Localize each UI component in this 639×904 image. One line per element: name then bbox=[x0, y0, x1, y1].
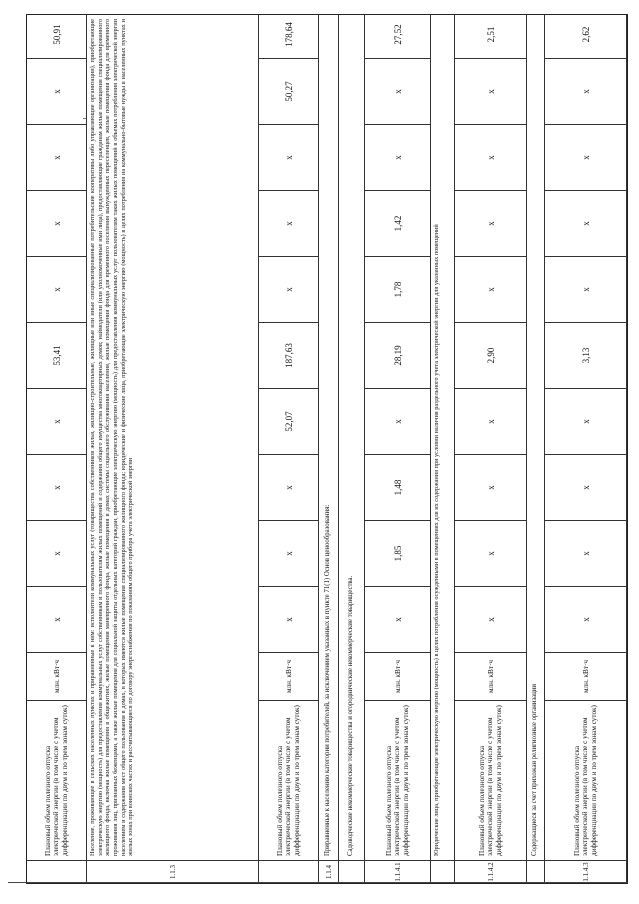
section-heading: Юридические лица, приобретающие электрическую энергию (мощность) в целях потребления осужденными в помещениях для их содержания при условии наличия раздельного учета электрической энергии для указанных помещений bbox=[431, 15, 454, 861]
not-applicable-cell bbox=[545, 125, 626, 191]
not-applicable-cell bbox=[455, 587, 526, 653]
value-cell bbox=[27, 11, 86, 59]
not-applicable-mark: х bbox=[51, 155, 62, 160]
value: 1,78 bbox=[392, 281, 403, 298]
not-applicable-mark: х bbox=[485, 485, 496, 490]
value: 1,48 bbox=[392, 479, 403, 496]
not-applicable-mark: х bbox=[51, 419, 62, 424]
row-code-cell bbox=[27, 861, 86, 883]
section-1-1-4-2-row bbox=[431, 15, 455, 883]
value-cell bbox=[365, 257, 430, 323]
not-applicable-mark: х bbox=[283, 287, 294, 292]
not-applicable-cell bbox=[259, 125, 318, 191]
scan-speck bbox=[83, 118, 86, 119]
value: 178,64 bbox=[283, 22, 294, 47]
not-applicable-cell bbox=[545, 257, 626, 323]
not-applicable-mark: х bbox=[283, 551, 294, 556]
tariff-volume-table bbox=[26, 14, 628, 884]
not-applicable-mark: х bbox=[51, 485, 62, 490]
value-cell bbox=[365, 191, 430, 257]
not-applicable-cell bbox=[545, 521, 626, 587]
value: 50,27 bbox=[283, 81, 294, 102]
not-applicable-mark: х bbox=[392, 89, 403, 94]
value-cell bbox=[545, 323, 626, 389]
value: 27,52 bbox=[392, 24, 403, 45]
row-code-cell bbox=[431, 861, 454, 883]
row-code: 1.1.4.3 bbox=[581, 862, 590, 882]
not-applicable-mark: х bbox=[580, 89, 591, 94]
not-applicable-cell bbox=[365, 125, 430, 191]
unit-cell bbox=[27, 653, 86, 701]
not-applicable-cell bbox=[455, 389, 526, 455]
not-applicable-cell bbox=[455, 521, 526, 587]
not-applicable-mark: х bbox=[485, 89, 496, 94]
not-applicable-cell bbox=[545, 455, 626, 521]
value-cell bbox=[259, 323, 318, 389]
planned-volume-label: Плановый объем полезного отпуска электрической энергии (в том числе с учетом дифференциации по двум и по трем зонам суток) bbox=[545, 701, 626, 861]
section-heading: Содержащиеся за счет прихожан религиозные организации bbox=[527, 15, 544, 861]
row-code: 1.1.3 bbox=[168, 865, 177, 879]
unit-cell bbox=[259, 653, 318, 701]
section-1-1-3-row bbox=[87, 15, 259, 883]
row-code-cell bbox=[527, 861, 544, 883]
value: 2,51 bbox=[485, 26, 496, 43]
not-applicable-mark: х bbox=[485, 419, 496, 424]
section-heading: Садоводческие некоммерческие товарищества и огороднические некоммерческие товарищества. bbox=[339, 15, 364, 861]
row-code-cell bbox=[455, 861, 526, 883]
page-bottom-rule bbox=[8, 882, 628, 883]
not-applicable-mark: х bbox=[485, 221, 496, 226]
not-applicable-cell bbox=[27, 587, 86, 653]
value: 2,62 bbox=[580, 26, 591, 43]
unit-label: млн. кВт·ч bbox=[52, 660, 61, 694]
value: 50,91 bbox=[51, 24, 62, 45]
unit-label: млн. кВт·ч bbox=[486, 660, 495, 694]
row-1-1-4-3-row bbox=[545, 15, 627, 883]
not-applicable-cell bbox=[545, 389, 626, 455]
section-heading: Приравненные к населению категории потребителей, за исключением указанных в пункте 71(1) Основ ценообразования: bbox=[319, 15, 338, 861]
value: 53,41 bbox=[51, 345, 62, 366]
not-applicable-cell bbox=[545, 191, 626, 257]
not-applicable-mark: х bbox=[51, 89, 62, 94]
not-applicable-cell bbox=[455, 59, 526, 125]
unit-cell bbox=[545, 653, 626, 701]
row-code-cell bbox=[87, 861, 258, 883]
not-applicable-mark: х bbox=[485, 155, 496, 160]
value: 52,07 bbox=[283, 411, 294, 432]
not-applicable-mark: х bbox=[485, 617, 496, 622]
section-1-1-4-3-row bbox=[527, 15, 545, 883]
unit-label: млн. кВт·ч bbox=[393, 660, 402, 694]
value-cell bbox=[365, 11, 430, 59]
not-applicable-mark: х bbox=[283, 155, 294, 160]
not-applicable-cell bbox=[27, 59, 86, 125]
value: 3,13 bbox=[580, 347, 591, 364]
not-applicable-cell bbox=[27, 389, 86, 455]
planned-volume-label: Плановый объем полезного отпуска электрической энергии (в том числе с учетом дифференциации по двум и по трем зонам суток) bbox=[259, 701, 318, 861]
not-applicable-mark: х bbox=[580, 419, 591, 424]
not-applicable-cell bbox=[27, 521, 86, 587]
not-applicable-cell bbox=[455, 125, 526, 191]
unit-label: млн. кВт·ч bbox=[284, 660, 293, 694]
not-applicable-cell bbox=[259, 521, 318, 587]
not-applicable-cell bbox=[365, 389, 430, 455]
section-1-1-4-row bbox=[319, 15, 339, 883]
unit-label: млн. кВт·ч bbox=[581, 660, 590, 694]
row-1-1-3-row bbox=[259, 15, 319, 883]
row-1-1-4-2-row bbox=[455, 15, 527, 883]
not-applicable-mark: х bbox=[392, 155, 403, 160]
not-applicable-cell bbox=[259, 587, 318, 653]
not-applicable-cell bbox=[365, 587, 430, 653]
value: 1,42 bbox=[392, 215, 403, 232]
row-code: 1.1.4.1 bbox=[393, 862, 402, 882]
not-applicable-mark: х bbox=[283, 221, 294, 226]
not-applicable-cell bbox=[545, 587, 626, 653]
row-1-1-4-1-row bbox=[365, 15, 431, 883]
value: 1,85 bbox=[392, 545, 403, 562]
planned-volume-label: Плановый объем полезного отпуска электрической энергии (в том числе с учетом дифференциации по двум и по трем зонам суток) bbox=[27, 701, 86, 861]
row-header-continued-row bbox=[27, 15, 87, 883]
not-applicable-mark: х bbox=[580, 155, 591, 160]
value-cell bbox=[365, 323, 430, 389]
not-applicable-mark: х bbox=[580, 287, 591, 292]
not-applicable-mark: х bbox=[51, 287, 62, 292]
not-applicable-cell bbox=[27, 455, 86, 521]
planned-volume-label: Плановый объем полезного отпуска электрической энергии (в том числе с учетом дифференциации по двум и по трем зонам суток) bbox=[455, 701, 526, 861]
value-cell bbox=[455, 11, 526, 59]
value-cell bbox=[455, 323, 526, 389]
value-cell bbox=[365, 521, 430, 587]
not-applicable-mark: х bbox=[283, 485, 294, 490]
not-applicable-cell bbox=[455, 455, 526, 521]
value: 28,19 bbox=[392, 345, 403, 366]
not-applicable-mark: х bbox=[283, 617, 294, 622]
section-1-1-4-1-row bbox=[339, 15, 365, 883]
row-code-cell bbox=[545, 861, 626, 883]
value-cell bbox=[365, 455, 430, 521]
not-applicable-mark: х bbox=[51, 221, 62, 226]
value-cell bbox=[259, 59, 318, 125]
unit-cell bbox=[455, 653, 526, 701]
value-cell bbox=[27, 323, 86, 389]
not-applicable-mark: х bbox=[580, 551, 591, 556]
value-cell bbox=[259, 11, 318, 59]
value-cell bbox=[259, 389, 318, 455]
not-applicable-cell bbox=[259, 191, 318, 257]
not-applicable-cell bbox=[365, 59, 430, 125]
not-applicable-mark: х bbox=[580, 485, 591, 490]
row-code: 1.1.4.2 bbox=[486, 862, 495, 882]
not-applicable-mark: х bbox=[392, 617, 403, 622]
row-code-cell bbox=[365, 861, 430, 883]
not-applicable-cell bbox=[455, 191, 526, 257]
section-heading: Население, проживающее в сельских населенных пунктах и приравненные к ним: исполнители коммунальных услуг (товарищества собственников жилья, жилищно-строительные, жилищные или иные специализированные потребительские кооперативы либо управляющие организации), приобретающие электрическую энергию (мощность) для предоставления коммунальных услуг собственникам и пользователям жилых помещений и содержания общего имущества многоквартирных домов; наймодатели (или уполномоченные ими лица), предоставляющие гражданам жилые помещения специализированного жилищного фонда, включая жилые помещения в общежитиях, жилые помещения маневренного фонда, жилые помещения в домах системы социального обслуживания населения, жилые помещения фонда для временного поселения вынужденных переселенцев, жилые помещения фонда для временного проживания лиц, признанных беженцами, а также жилые помещения для социальной защиты отдельных категорий граждан, приобретающие электрическую энергию (мощность) для предоставления коммунальных услуг пользователям таких жилых помещений в объемах потребления электрической энергии населением и содержания мест общего пользования в домах, в которых имеются жилые помещения специализированного жилищного фонда; юридические и физические лица, приобретающие электрическую энергию (мощность) в целях потребления на коммунально-бытовые нужды в населенных пунктах и жилых зонах при воинских частях и рассчитывающиеся по договору энергоснабжения по показаниям общего прибора учета электрической энергии bbox=[87, 15, 258, 861]
not-applicable-cell bbox=[27, 257, 86, 323]
not-applicable-cell bbox=[545, 59, 626, 125]
not-applicable-mark: х bbox=[392, 419, 403, 424]
not-applicable-mark: х bbox=[485, 551, 496, 556]
not-applicable-mark: х bbox=[580, 221, 591, 226]
not-applicable-cell bbox=[259, 257, 318, 323]
not-applicable-cell bbox=[27, 125, 86, 191]
row-code-cell bbox=[339, 861, 364, 883]
row-code: 1.1.4 bbox=[324, 865, 333, 879]
planned-volume-label: Плановый объем полезного отпуска электрической энергии (в том числе с учетом дифференциации по двум и по трем зонам суток) bbox=[365, 701, 430, 861]
value: 187,63 bbox=[283, 343, 294, 368]
value: 2,90 bbox=[485, 347, 496, 364]
not-applicable-mark: х bbox=[51, 617, 62, 622]
row-code-cell bbox=[319, 861, 338, 883]
value-cell bbox=[545, 11, 626, 59]
not-applicable-mark: х bbox=[51, 551, 62, 556]
not-applicable-cell bbox=[455, 257, 526, 323]
row-code-cell bbox=[259, 861, 318, 883]
not-applicable-cell bbox=[259, 455, 318, 521]
not-applicable-cell bbox=[27, 191, 86, 257]
not-applicable-mark: х bbox=[580, 617, 591, 622]
unit-cell bbox=[365, 653, 430, 701]
not-applicable-mark: х bbox=[485, 287, 496, 292]
